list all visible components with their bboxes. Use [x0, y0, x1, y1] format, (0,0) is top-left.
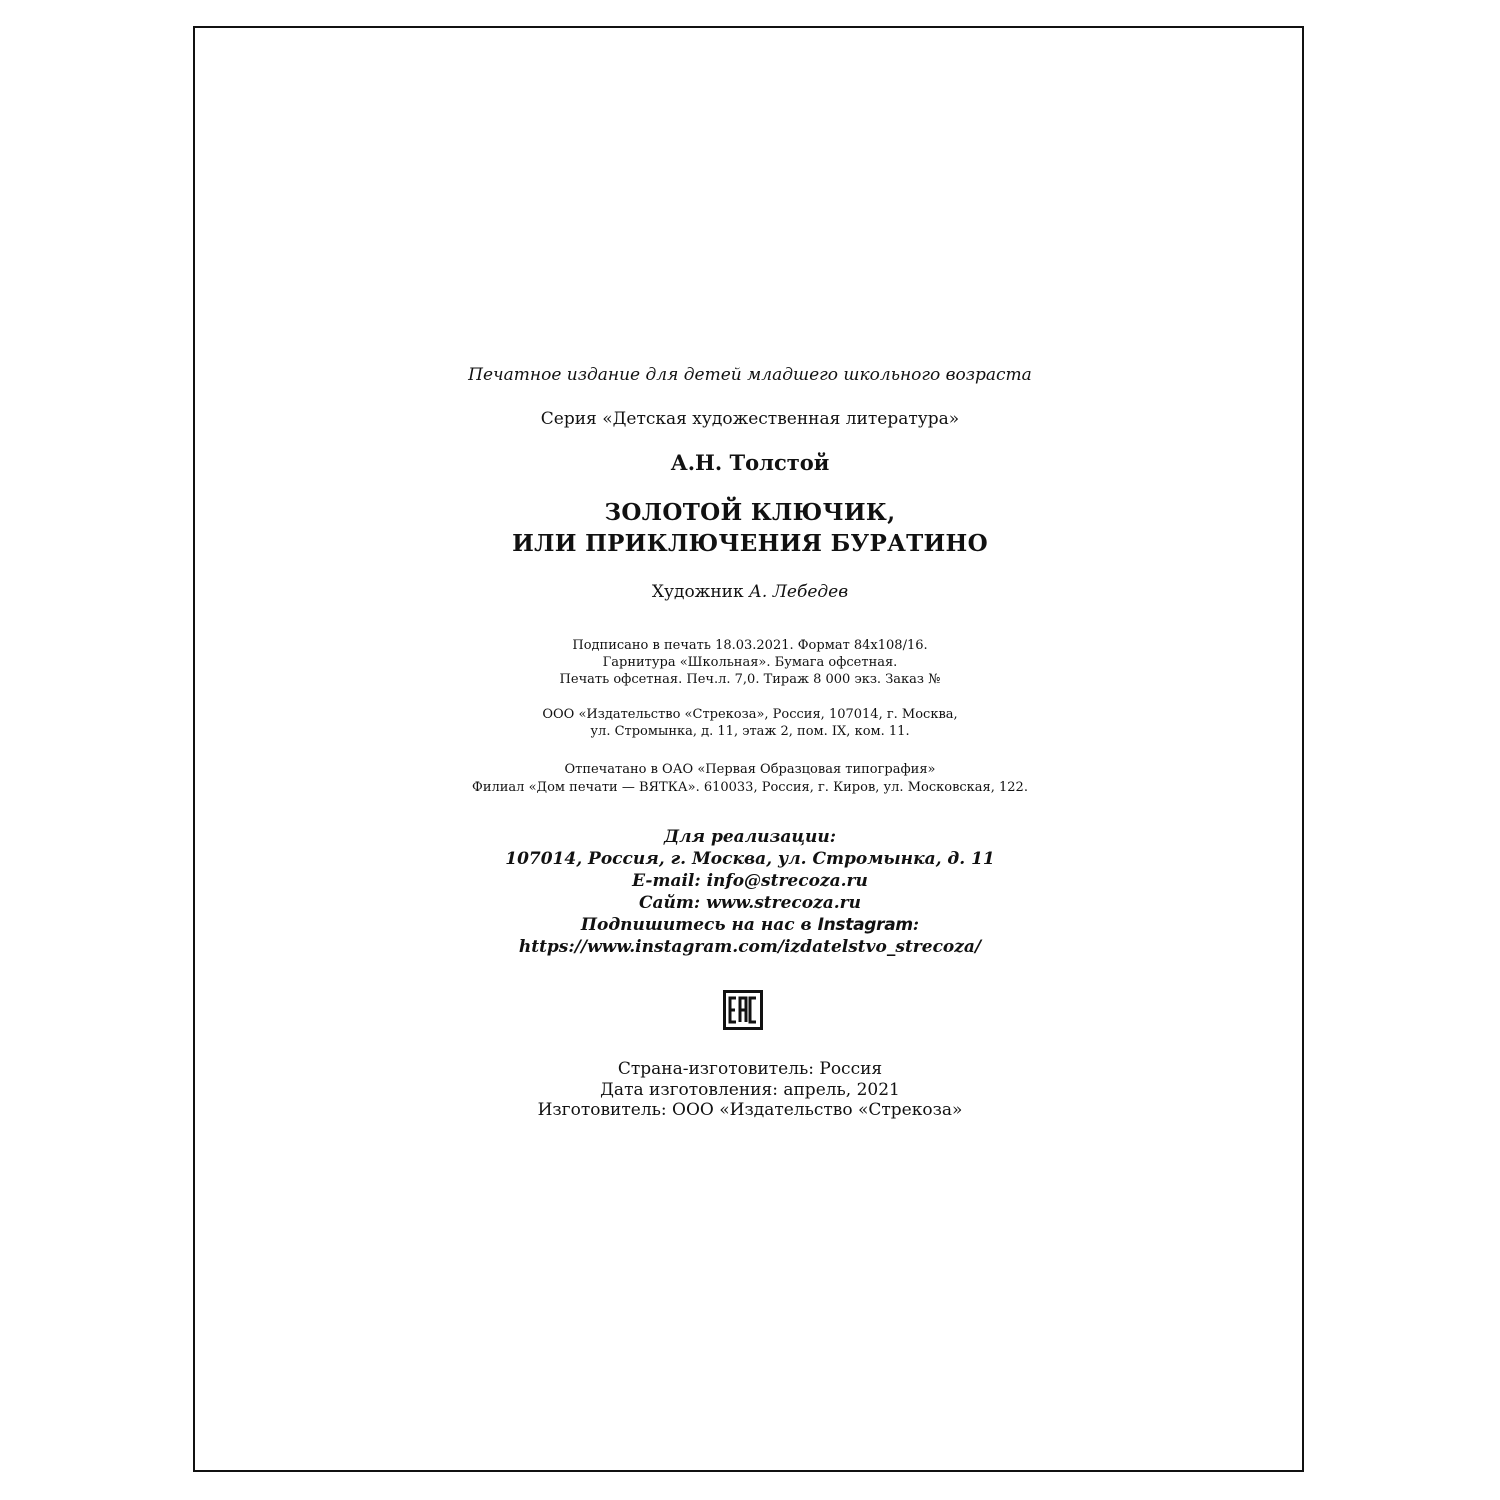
imprint-line: Печать офсетная. Печ.л. 7,0. Тираж 8 000 экз. Заказ №: [559, 672, 941, 687]
manufacturer-country: Страна-изготовитель: Россия: [617, 1059, 883, 1079]
subscribe-prefix: Подпишитесь на нас в: [580, 915, 818, 935]
printer-line: Отпечатано в ОАО «Первая Образцовая типография»: [564, 762, 936, 777]
book-title-line-2: ИЛИ ПРИКЛЮЧЕНИЯ БУРАТИНО: [512, 530, 988, 557]
eac-conformity-mark-icon: [723, 990, 763, 1030]
sales-website: Сайт: www.strecoza.ru: [639, 893, 861, 913]
subscribe-suffix: :: [912, 915, 920, 935]
series-line: Серия «Детская художественная литература»: [540, 409, 960, 429]
publisher-address-line: ул. Стромынка, д. 11, этаж 2, пом. IX, ком. 11.: [590, 724, 910, 739]
imprint-line: Гарнитура «Школьная». Бумага офсетная.: [602, 655, 898, 670]
sales-email: E-mail: info@strecoza.ru: [632, 871, 868, 891]
instagram-url: https://www.instagram.com/izdatelstvo_strecoza/: [518, 937, 982, 957]
instagram-wordmark: Instagram: [817, 915, 913, 935]
printer-line: Филиал «Дом печати — ВЯТКА». 610033, Россия, г. Киров, ул. Московская, 122.: [472, 780, 1028, 795]
illustrator-line: [0, 582, 1500, 602]
sales-address: 107014, Россия, г. Москва, ул. Стромынка, д. 11: [505, 849, 995, 869]
author-name: А.Н. Толстой: [670, 450, 830, 475]
illustrator-name: А. Лебедев: [749, 582, 849, 602]
illustrator-label: Художник: [651, 582, 750, 602]
imprint-line: Подписано в печать 18.03.2021. Формат 84х108/16.: [572, 638, 928, 653]
sales-subscribe-line: [0, 915, 1500, 935]
page-border: [193, 26, 1304, 1472]
sales-heading: Для реализации:: [663, 827, 837, 847]
manufacturer-name: Изготовитель: ООО «Издательство «Стрекоза»: [537, 1100, 963, 1120]
publisher-address-line: ООО «Издательство «Стрекоза», Россия, 107014, г. Москва,: [542, 707, 958, 722]
book-title-line-1: ЗОЛОТОЙ КЛЮЧИК,: [604, 499, 896, 526]
audience-note: Печатное издание для детей младшего школьного возраста: [468, 365, 1032, 385]
manufacture-date: Дата изготовления: апрель, 2021: [600, 1080, 900, 1100]
